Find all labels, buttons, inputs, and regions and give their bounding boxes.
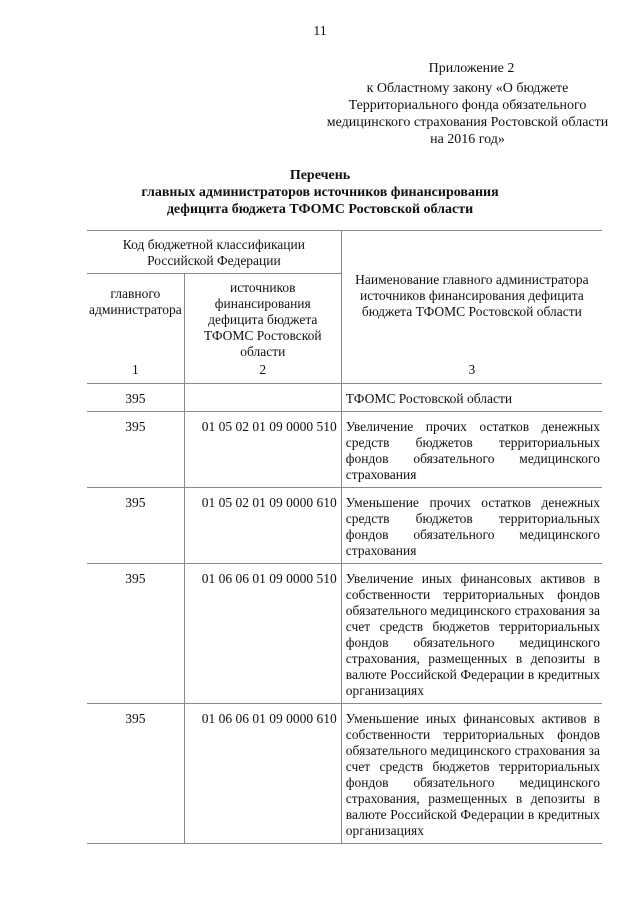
heading-line-3: дефицита бюджета ТФОМС Ростовской области bbox=[166, 202, 474, 217]
column-number-2: 2 bbox=[184, 360, 341, 384]
heading-line-1: Перечень bbox=[289, 168, 351, 183]
administrators-table bbox=[87, 230, 602, 844]
column-number-1: 1 bbox=[87, 360, 184, 384]
header-admin-column: главного администратора bbox=[87, 274, 184, 361]
column-numbers-row bbox=[87, 360, 602, 384]
table-row bbox=[87, 412, 602, 488]
table-row bbox=[87, 704, 602, 844]
table-row bbox=[87, 488, 602, 564]
admin-code: 395 bbox=[87, 384, 184, 412]
table-header-row bbox=[87, 231, 602, 274]
page-number: 11 bbox=[313, 24, 327, 39]
document-heading bbox=[0, 167, 640, 218]
column-number-3: 3 bbox=[341, 360, 602, 384]
admin-code: 395 bbox=[87, 564, 184, 704]
source-code: 01 05 02 01 09 0000 510 bbox=[184, 412, 341, 488]
source-name: Увеличение иных финансовых активов в собственности территориальных фондов обязательного медицинского страхования за счет средств бюджетов территориальных фондов обязательного медицинского страхования, размещенных в депозиты в валюте Российской Федерации в кредитных организациях bbox=[341, 564, 602, 704]
source-name: Уменьшение иных финансовых активов в собственности территориальных фондов обязательного медицинского страхования за счет средств бюджетов территориальных фондов обязательного медицинского страхования, размещенных в депозиты в валюте Российской Федерации в кредитных организациях bbox=[341, 704, 602, 844]
admin-code: 395 bbox=[87, 412, 184, 488]
admin-code: 395 bbox=[87, 488, 184, 564]
appendix-title: Приложение 2 bbox=[428, 61, 515, 76]
header-name-column: Наименование главного администратора источников финансирования дефицита бюджета ТФОМС Ростовской области bbox=[341, 231, 602, 361]
source-name: Увеличение прочих остатков денежных средств бюджетов территориальных фондов обязательного медицинского страхования bbox=[341, 412, 602, 488]
appendix-text: к Областному закону «О бюджете Территориального фонда обязательного медицинского страхования Ростовской области на 2016 год» bbox=[326, 81, 609, 147]
table-row bbox=[87, 564, 602, 704]
source-code: 01 06 06 01 09 0000 610 bbox=[184, 704, 341, 844]
source-name: Уменьшение прочих остатков денежных средств бюджетов территориальных фондов обязательного медицинского страхования bbox=[341, 488, 602, 564]
source-code: 01 05 02 01 09 0000 610 bbox=[184, 488, 341, 564]
source-name: ТФОМС Ростовской области bbox=[341, 384, 602, 412]
source-code: 01 06 06 01 09 0000 510 bbox=[184, 564, 341, 704]
admin-code: 395 bbox=[87, 704, 184, 844]
appendix-block bbox=[325, 60, 610, 148]
header-code-group: Код бюджетной классификации Российской Федерации bbox=[87, 231, 341, 274]
source-code bbox=[184, 384, 341, 412]
table-row bbox=[87, 384, 602, 412]
header-source-column: источников финансирования дефицита бюджета ТФОМС Ростовской области bbox=[184, 274, 341, 361]
heading-line-2: главных администраторов источников финансирования bbox=[141, 185, 499, 200]
